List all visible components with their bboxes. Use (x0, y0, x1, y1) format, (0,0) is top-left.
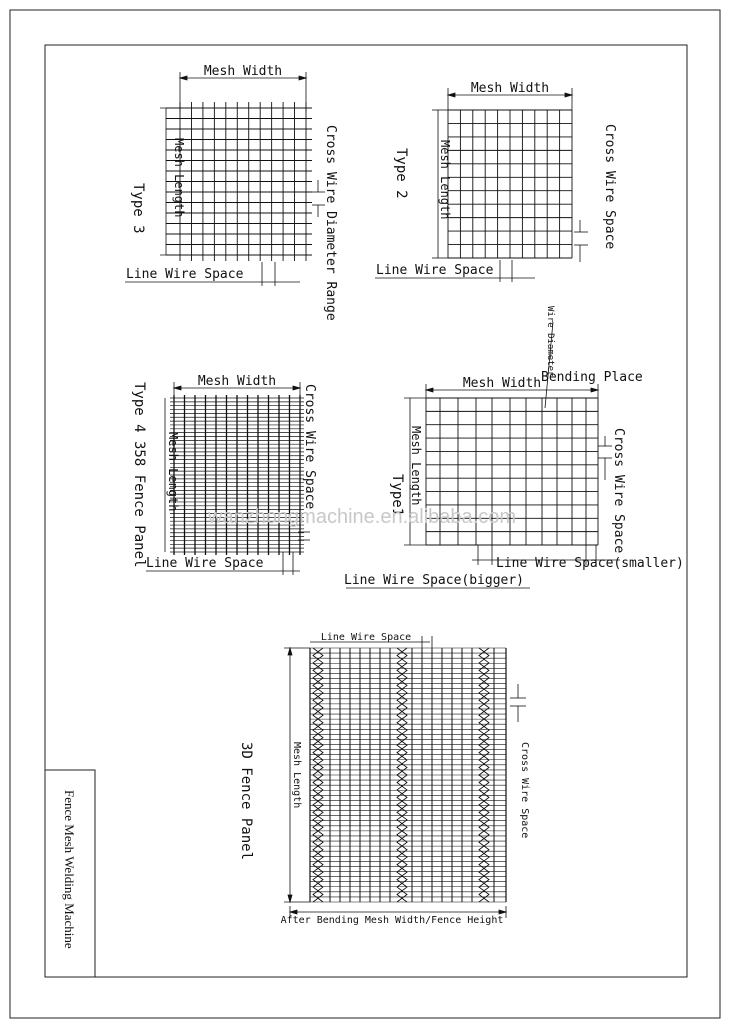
fence3d-after-bending: After Bending Mesh Width/Fence Height (280, 915, 504, 926)
type4-mesh-width: Mesh Width (197, 374, 277, 389)
fence3d-mesh-length: Mesh Length (291, 742, 302, 809)
type3-mesh-width: Mesh Width (203, 64, 283, 79)
type3-label: Type 3 (130, 183, 146, 234)
fence3d-cross-wire-space: Cross Wire Space (519, 742, 530, 839)
type1-dims (346, 322, 620, 588)
type1-mesh-length: Mesh Length (409, 426, 423, 506)
type3-dims (125, 72, 325, 286)
type1-mesh-width: Mesh Width (462, 376, 542, 391)
fence3d-label: 3D Fence Panel (238, 742, 254, 861)
type2-mesh-width: Mesh Width (470, 81, 550, 96)
type2-mesh-length: Mesh Length (438, 140, 452, 220)
type4-cross-wire-space: Cross Wire Space (302, 384, 317, 510)
title-block-text: Fence Mesh Welding Machine (62, 790, 77, 949)
type2-drawing (448, 110, 572, 258)
type2-line-wire-space: Line Wire Space (376, 263, 494, 278)
type4-label: Type 4 358 Fence Panel (131, 382, 147, 568)
type2-label: Type 2 (393, 148, 409, 199)
type1-line-wire-space-bigger: Line Wire Space(bigger) (344, 573, 525, 588)
type3-line-wire-space: Line Wire Space (126, 267, 244, 282)
type4-drawing (170, 395, 304, 555)
type1-label: Type1 (389, 474, 405, 517)
type1-cross-wire-space: Cross Wire Space (611, 428, 626, 554)
type3-mesh-length: Mesh Length (172, 138, 186, 218)
type4-line-wire-space: Line Wire Space (146, 556, 264, 571)
type3-cross-wire-diameter: Cross Wire Diameter Range (323, 125, 338, 321)
type2-cross-wire-space: Cross Wire Space (602, 124, 617, 250)
type1-wire-diameter: Wire Diameter (545, 306, 555, 377)
fence3d-drawing (310, 648, 506, 902)
watermark-text: wanzhongmachine.en.alibaba.com (208, 506, 516, 528)
fence3d-line-wire-space: Line Wire Space (320, 632, 412, 643)
type1-line-wire-space-smaller: Line Wire Space(smaller) (496, 556, 684, 571)
type1-bending-place: Bending Place (541, 370, 643, 385)
type3-drawing (166, 102, 312, 261)
type4-mesh-length: Mesh Length (166, 432, 180, 512)
